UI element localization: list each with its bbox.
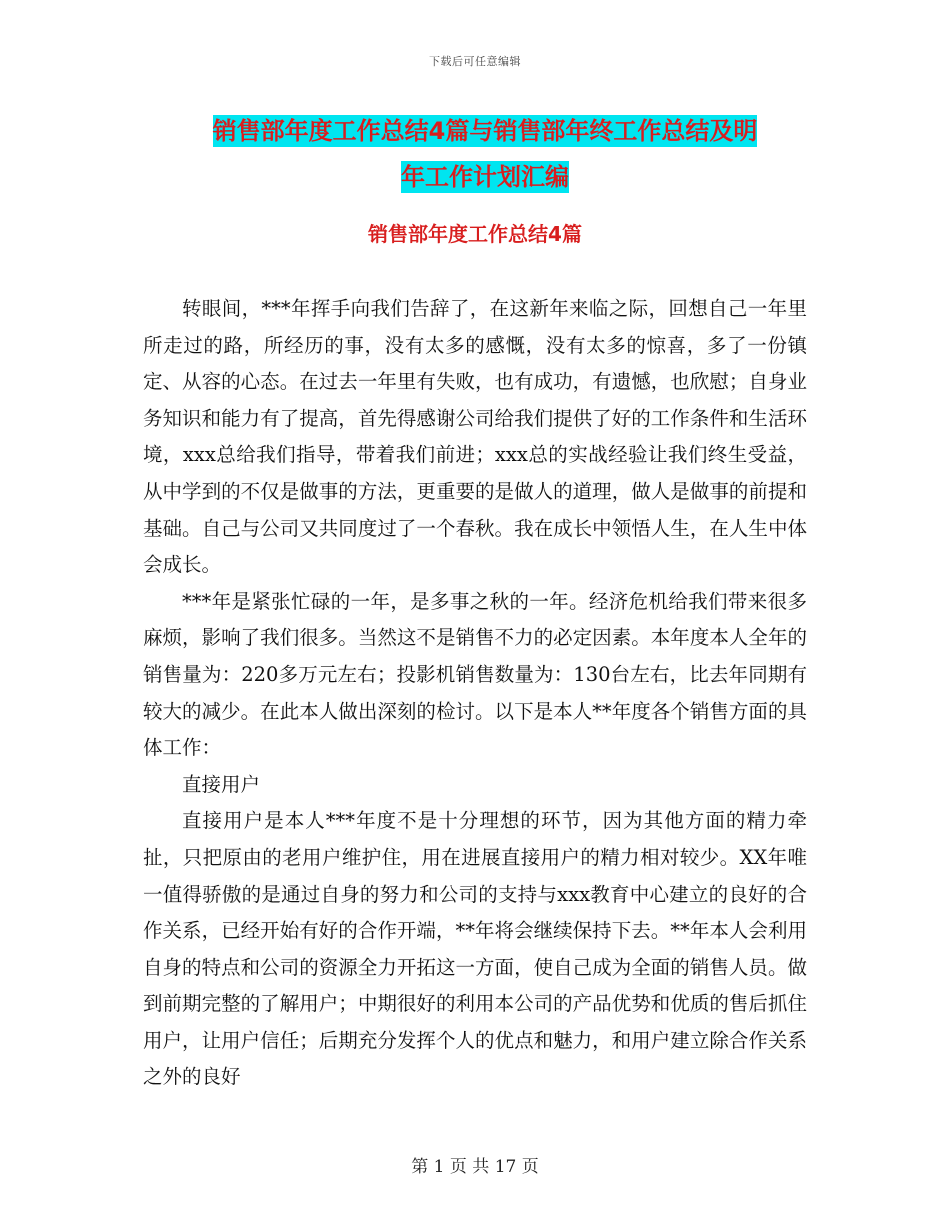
document-title <box>150 108 820 200</box>
page-number-footer: 第 1 页 共 17 页 <box>411 1157 539 1177</box>
section-title: 销售部年度工作总结4篇 <box>368 222 582 246</box>
body-paragraph-1: 转眼间，***年挥手向我们告辞了，在这新年来临之际，回想自己一年里所走过的路，所经历的事，没有太多的感慨，没有太多的惊喜，多了一份镇定、从容的心态。在过去一年里有失败，也有成功，有遗憾，也欣慰；自身业务知识和能力有了提高，首先得感谢公司给我们提供了好的工作条件和生活环境，xxx总给我们指导，带着我们前进；xxx总的实战经验让我们终生受益，从中学到的不仅是做事的方法，更重要的是做人的道理，做人是做事的前提和基础。自己与公司又共同度过了一个春秋。我在成长中领悟人生，在人生中体会成长。 <box>143 297 807 577</box>
document-title-line-1: 销售部年度工作总结4篇与销售部年终工作总结及明 <box>212 117 758 145</box>
document-title-line-2: 年工作计划汇编 <box>401 163 569 191</box>
page-header-note: 下载后可任意编辑 <box>429 55 521 68</box>
subheading-direct-users: 直接用户 <box>182 772 261 796</box>
body-paragraph-2: ***年是紧张忙碌的一年，是多事之秋的一年。经济危机给我们带来很多麻烦，影响了我们很多。当然这不是销售不力的必定因素。本年度本人全年的销售量为：220多万元左右；投影机销售数量为：130台左右，比去年同期有较大的减少。在此本人做出深刻的检讨。以下是本人**年度各个销售方面的具体工作： <box>143 589 807 760</box>
body-paragraph-3: 直接用户是本人***年度不是十分理想的环节，因为其他方面的精力牵扯，只把原由的老用户维护住，用在进展直接用户的精力相对较少。XX年唯一值得骄傲的是通过自身的努力和公司的支持与xxx教育中心建立的良好的合作关系，已经开始有好的合作开端，**年将会继续保持下去。**年本人会利用自身的特点和公司的资源全力开拓这一方面，使自己成为全面的销售人员。做到前期完整的了解用户；中期很好的利用本公司的产品优势和优质的售后抓住用户，让用户信任；后期充分发挥个人的优点和魅力，和用户建立除合作关系之外的良好 <box>143 809 807 1089</box>
document-body <box>143 291 807 1096</box>
